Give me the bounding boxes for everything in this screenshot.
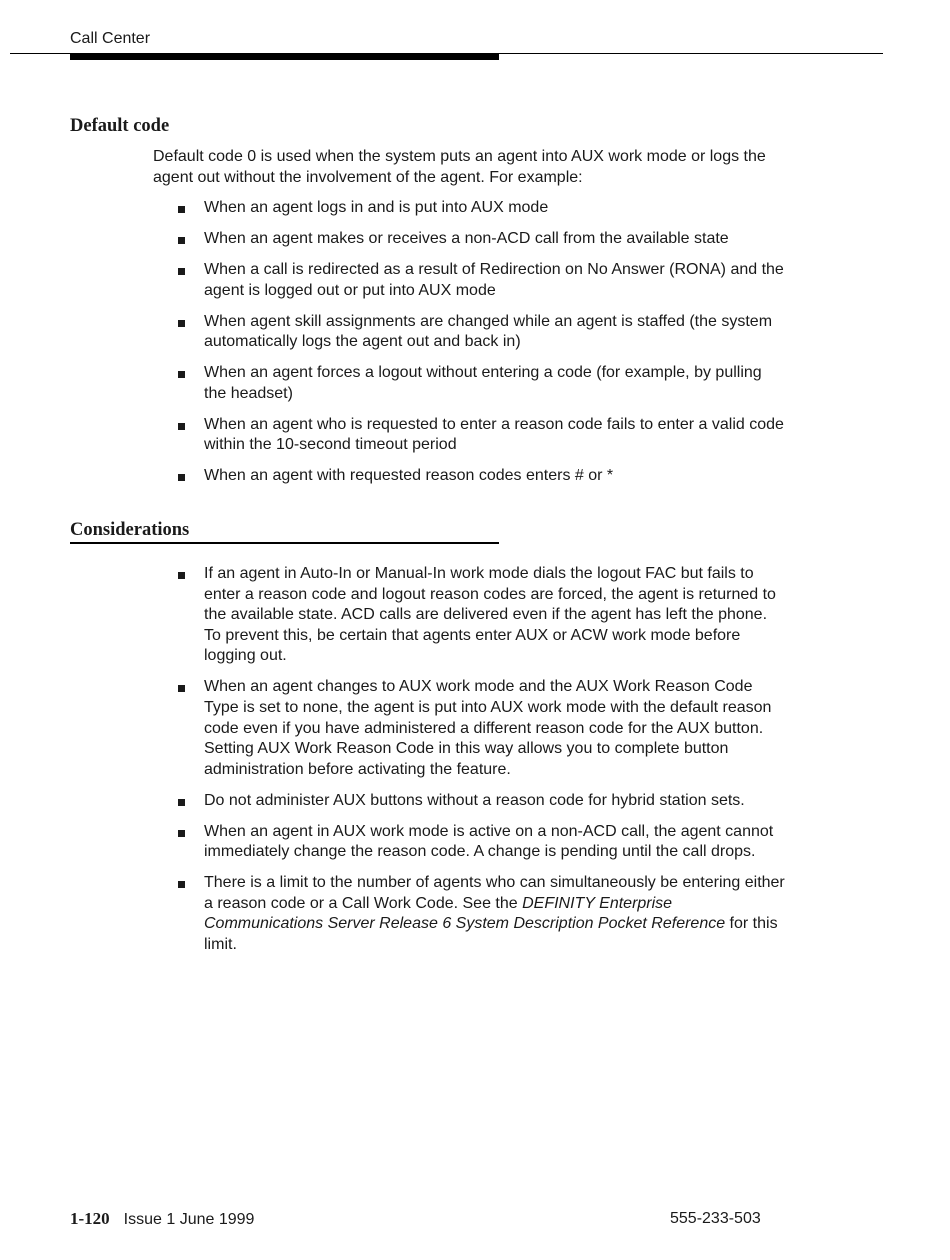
considerations-list xyxy=(178,564,788,966)
list-item: There is a limit to the number of agents who can simultaneously be entering either a reason code or a Call Work Code. See the DEFINITY Enterprise Communications Server Release 6 System Description Pocket Reference for this limit. xyxy=(178,873,788,955)
bullet-icon xyxy=(178,371,185,378)
list-item: Do not administer AUX buttons without a reason code for hybrid station sets. xyxy=(178,791,788,812)
bullet-icon xyxy=(178,320,185,327)
bullet-icon xyxy=(178,685,185,692)
page-number: 1-120 xyxy=(70,1209,110,1228)
list-item: If an agent in Auto-In or Manual-In work mode dials the logout FAC but fails to enter a reason code and logout reason codes are forced, the agent is returned to the available state. ACD calls are delivered even if the agent has left the phone. To prevent this, be certain that agents enter AUX or ACW work mode before logging out. xyxy=(178,564,788,667)
bullet-icon xyxy=(178,799,185,806)
page-footer-left xyxy=(70,1209,254,1230)
list-item: When an agent in AUX work mode is active on a non-ACD call, the agent cannot immediately change the reason code. A change is pending until the call drops. xyxy=(178,822,788,863)
bullet-icon xyxy=(178,423,185,430)
list-item: When an agent with requested reason codes enters # or * xyxy=(178,466,788,487)
issue-date: Issue 1 June 1999 xyxy=(123,1211,255,1228)
default-code-intro: Default code 0 is used when the system puts an agent into AUX work mode or logs the agent out without the involvement of the agent. For example: xyxy=(153,148,766,186)
running-header: Call Center xyxy=(70,30,151,47)
list-item: When agent skill assignments are changed while an agent is staffed (the system automatically logs the agent out and back in) xyxy=(178,312,788,353)
bullet-icon xyxy=(178,881,185,888)
bullet-icon xyxy=(178,572,185,579)
section-rule xyxy=(70,542,499,544)
bullet-icon xyxy=(178,830,185,837)
document-number: 555-233-503 xyxy=(670,1210,761,1227)
list-item: When an agent changes to AUX work mode and the AUX Work Reason Code Type is set to none, the agent is put into AUX work mode with the default reason code even if you have administered a different reason code for the AUX button. Setting AUX Work Reason Code in this way allows you to complete button administration before activating the feature. xyxy=(178,677,788,780)
section-heading-considerations: Considerations xyxy=(70,520,190,540)
list-item: When a call is redirected as a result of Redirection on No Answer (RONA) and the agent is logged out or put into AUX mode xyxy=(178,260,788,301)
reference-title: DEFINITY Enterprise Communications Server Release 6 System Description Pocket Reference xyxy=(204,894,726,933)
bullet-icon xyxy=(178,268,185,275)
list-item: When an agent forces a logout without entering a code (for example, by pulling the headset) xyxy=(178,363,788,404)
bullet-icon xyxy=(178,474,185,481)
list-item: When an agent makes or receives a non-ACD call from the available state xyxy=(178,229,788,250)
default-code-list xyxy=(178,198,788,497)
bullet-icon xyxy=(178,237,185,244)
header-rule-thick xyxy=(70,53,499,60)
list-item: When an agent logs in and is put into AUX mode xyxy=(178,198,788,219)
section-heading-default-code: Default code xyxy=(70,116,170,136)
list-item: When an agent who is requested to enter a reason code fails to enter a valid code within the 10-second timeout period xyxy=(178,415,788,456)
bullet-icon xyxy=(178,206,185,213)
